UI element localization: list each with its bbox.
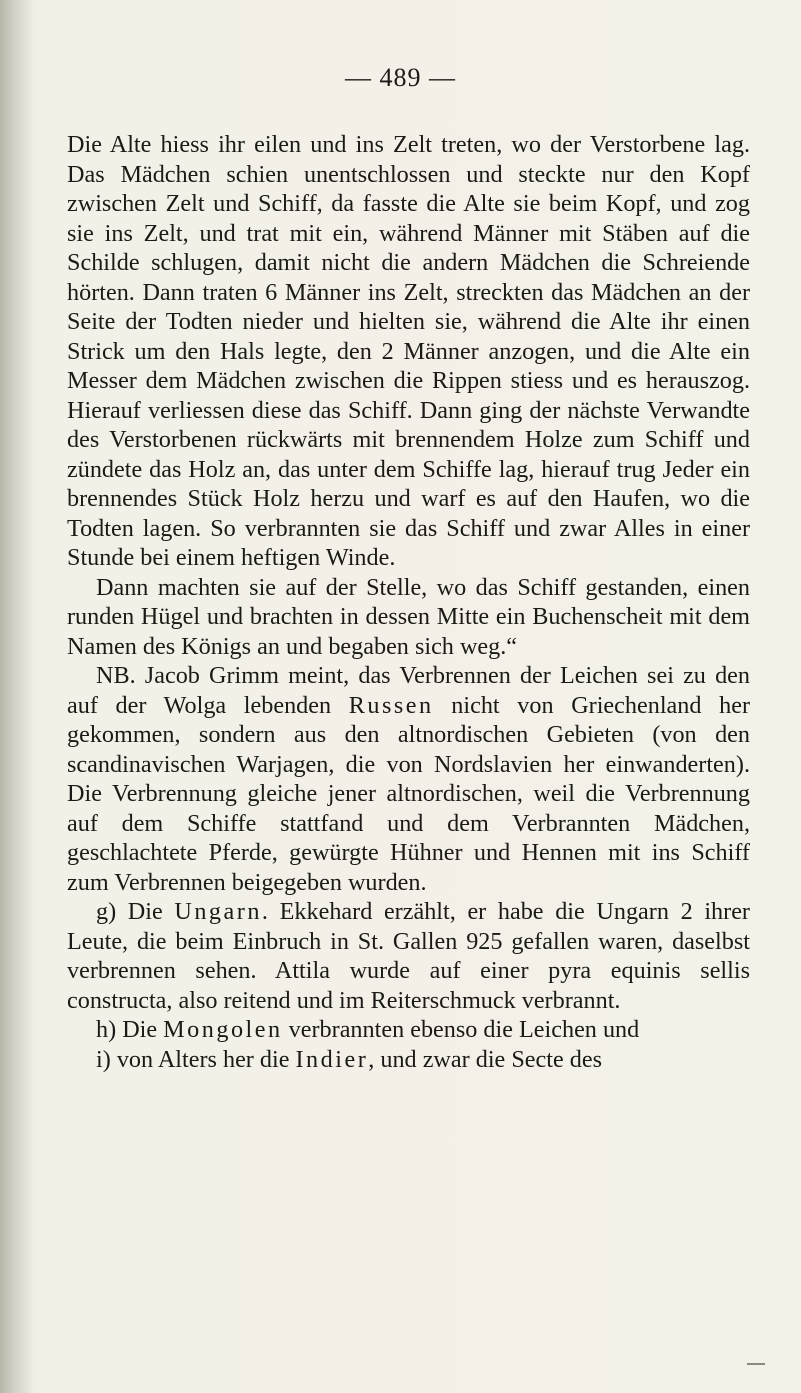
emphasized-term: Ungarn (174, 898, 262, 925)
emphasized-term: Mongolen (163, 1016, 283, 1043)
body-text (67, 130, 750, 1074)
paragraph-ungarn (67, 897, 750, 1015)
emphasized-term: Russen (348, 691, 434, 719)
paragraph-text-after: verbrannten ebenso die Leichen und (282, 1016, 640, 1043)
paragraph-text-after: nicht von Griechenland her gekommen, sondern aus den altnordischen Gebieten (von den scandinavischen Warjagen, die von Nordslavien her einwanderten). Die Verbrennung gleiche jener altnordischen, weil die Verbrennung auf dem Schiffe stattfand und dem Verbrannten Mädchen, geschlachtete Pferde, gewürgte Hühner und Hennen mit ins Schiff zum Verbrennen beigegeben wurden. (67, 691, 750, 896)
paragraph-text-before: i) von Alters her die (96, 1045, 296, 1073)
page-number: — 489 — (345, 63, 456, 92)
paragraph-text-after: . Ekkehard erzählt, er habe die Ungarn 2 ihrer Leute, die beim Einbruch in St. Gallen 925 gefallen waren, daselbst verbrennen sehen. Attila wurde auf einer pyra equinis sellis constructa, also reitend und im Reiterschmuck verbrannt. (67, 898, 750, 1014)
paragraph-burial-mound: Dann machten sie auf der Stelle, wo das Schiff gestanden, einen runden Hügel und brachten in dessen Mitte ein Buchenscheit mit dem Namen des Königs an und begaben sich weg.“ (67, 573, 750, 660)
paragraph-indier (67, 1045, 750, 1075)
paragraph-text-before: NB. Jacob Grimm meint, das Verbrennen der Leichen sei zu den auf der Wolga lebenden (67, 662, 750, 719)
paragraph-death-ritual: Die Alte hiess ihr eilen und ins Zelt treten, wo der Verstorbene lag. Das Mädchen schien unentschlossen und steckte nur den Kopf zwischen Zelt und Schiff, da fasste die Alte sie beim Kopf, und zog sie ins Zelt, und trat mit ein, während Männer mit Stäben auf die Schilde schlugen, damit nicht die andern Mädchen die Schreiende hörten. Dann traten 6 Männer ins Zelt, streckten das Mädchen an der Seite der Todten nieder und hielten sie, während die Alte ihr einen Strick um den Hals legte, den 2 Männer anzogen, und die Alte ein Messer dem Mädchen zwischen die Rippen stiess und es herauszog. Hierauf verliessen diese das Schiff. Dann ging der nächste Verwandte des Verstorbenen rückwärts mit brennendem Holze zum Schiff und zündete das Holz an, das unter dem Schiffe lag, hierauf trug Jeder ein brennendes Stück Holz herzu und warf es auf den Haufen, wo die Todten lagen. So verbrannten sie das Schiff und zwar Alles in einer Stunde bei einem heftigen Winde. (67, 131, 750, 571)
paragraph-mongolen (67, 1015, 750, 1045)
scan-mark (747, 1363, 765, 1365)
paragraph-grimm-note (67, 661, 750, 897)
emphasized-term: Indier (295, 1045, 369, 1073)
paragraph-text-after: , und zwar die Secte des (368, 1045, 602, 1073)
binding-shadow (0, 0, 34, 1393)
paragraph-text-before: g) Die (96, 898, 175, 925)
paragraph-text-before: h) Die (96, 1016, 164, 1043)
